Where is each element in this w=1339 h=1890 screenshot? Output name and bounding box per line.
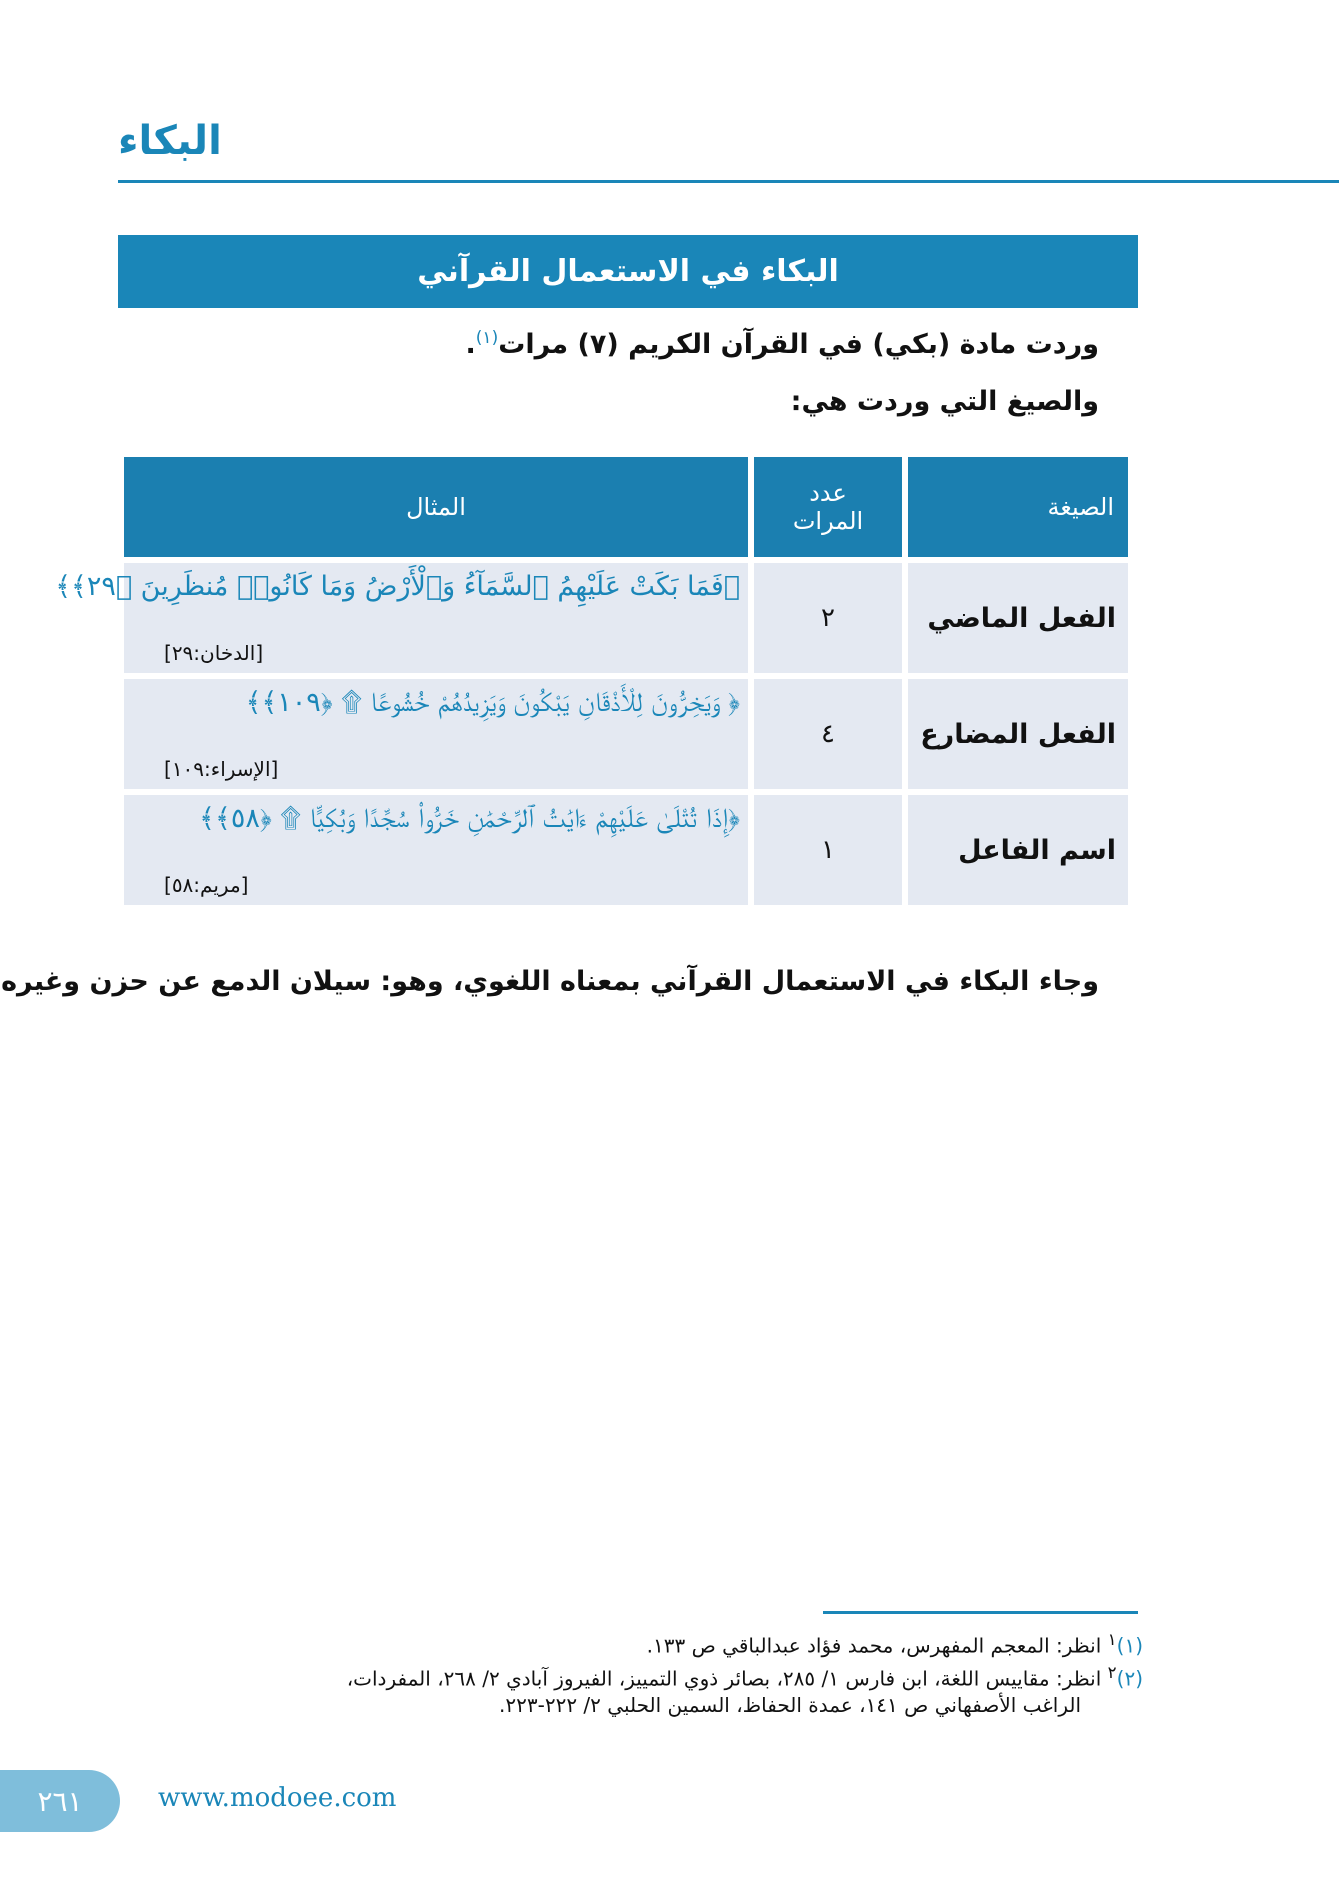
row-example (124, 679, 748, 789)
header-count-line1: عدد (809, 479, 847, 507)
forms-table (55, 451, 1134, 911)
footnote-text: انظر: المعجم المفهرس، محمد فؤاد عبدالباقي ص ١٣٣. (646, 1633, 1108, 1658)
footnote-number: (٢) (1116, 1666, 1143, 1691)
row-form: اسم الفاعل (908, 795, 1128, 905)
closing-paragraph (0, 965, 1099, 997)
chapter-title: البكاء (118, 118, 222, 164)
header-example: المثال (124, 457, 748, 557)
header-count-line2: المرات (792, 507, 864, 535)
header-divider (118, 180, 1339, 183)
row-count: ٢ (754, 563, 902, 673)
footnote-number: (١) (1116, 1633, 1143, 1658)
footnote-sup: ١ (1107, 1630, 1117, 1649)
row-form: الفعل الماضي (908, 563, 1128, 673)
closing-text: وجاء البكاء في الاستعمال القرآني بمعناه اللغوي، وهو: سيلان الدمع عن حزن وغيره (1, 966, 1099, 997)
table-header-row (124, 457, 1128, 557)
footnote-2 (347, 1658, 1143, 1694)
row-example (55, 563, 748, 673)
row-count: ٤ (754, 679, 902, 789)
quran-verse: ﴿ وَيَخِرُّونَ لِلْأَذْقَانِ يَبْكُونَ وَيَزِيدُهُمْ خُشُوعًا ۩ ﴿١٠٩﴾﴾ (245, 687, 740, 718)
row-count: ١ (754, 795, 902, 905)
header-count (754, 457, 902, 557)
section-title: البكاء في الاستعمال القرآني (417, 254, 839, 289)
verse-reference: [الإسراء:١٠٩] (164, 757, 279, 781)
page-number: ٢٦١ (37, 1784, 83, 1818)
verse-reference: [مريم:٥٨] (164, 873, 249, 897)
footnote-2-continuation: الراغب الأصفهاني ص ١٤١، عمدة الحفاظ، السمين الحلبي ٢/ ٢٢٢-٢٢٣. (499, 1693, 1081, 1717)
verse-reference: [الدخان:٢٩] (164, 641, 264, 665)
row-form: الفعل المضارع (908, 679, 1128, 789)
table-row (124, 795, 1128, 905)
intro-period: . (465, 329, 476, 360)
header-form: الصيغة (908, 457, 1128, 557)
table-row (124, 563, 1128, 673)
table-row (124, 679, 1128, 789)
footnote-divider (823, 1611, 1138, 1614)
intro-paragraph-2: والصيغ التي وردت هي: (790, 386, 1099, 417)
intro-paragraph-1 (466, 328, 1099, 360)
quran-verse: ﴿فَمَا بَكَتْ عَلَيْهِمُ ٱلسَّمَآءُ وَٱلْأَرْضُ وَمَا كَانُوا۟ مُنظَرِينَ ﴿٢٩﴾﴾ (55, 571, 740, 602)
footnote-text: انظر: مقاييس اللغة، ابن فارس ١/ ٢٨٥، بصائر ذوي التمييز، الفيروز آبادي ٢/ ٢٦٨، المفردات، (346, 1666, 1108, 1691)
page-number-badge (0, 1770, 120, 1832)
footnote-sup: ٢ (1107, 1663, 1117, 1682)
section-banner (118, 235, 1138, 308)
intro-text-1: وردت مادة (بكي) في القرآن الكريم (٧) مرات (498, 329, 1099, 360)
website-link[interactable]: www.modoee.com (158, 1783, 397, 1813)
quran-verse: ﴿إِذَا تُتْلَىٰ عَلَيْهِمْ ءَايَٰتُ ٱلرَّحْمَٰنِ خَرُّوا۟ سُجَّدًا وَبُكِيًّا ۩ ﴿٥٨﴾﴾ (199, 803, 740, 834)
footnote-ref-1[interactable]: (١) (475, 328, 499, 348)
footnote-1 (647, 1625, 1143, 1661)
row-example (124, 795, 748, 905)
